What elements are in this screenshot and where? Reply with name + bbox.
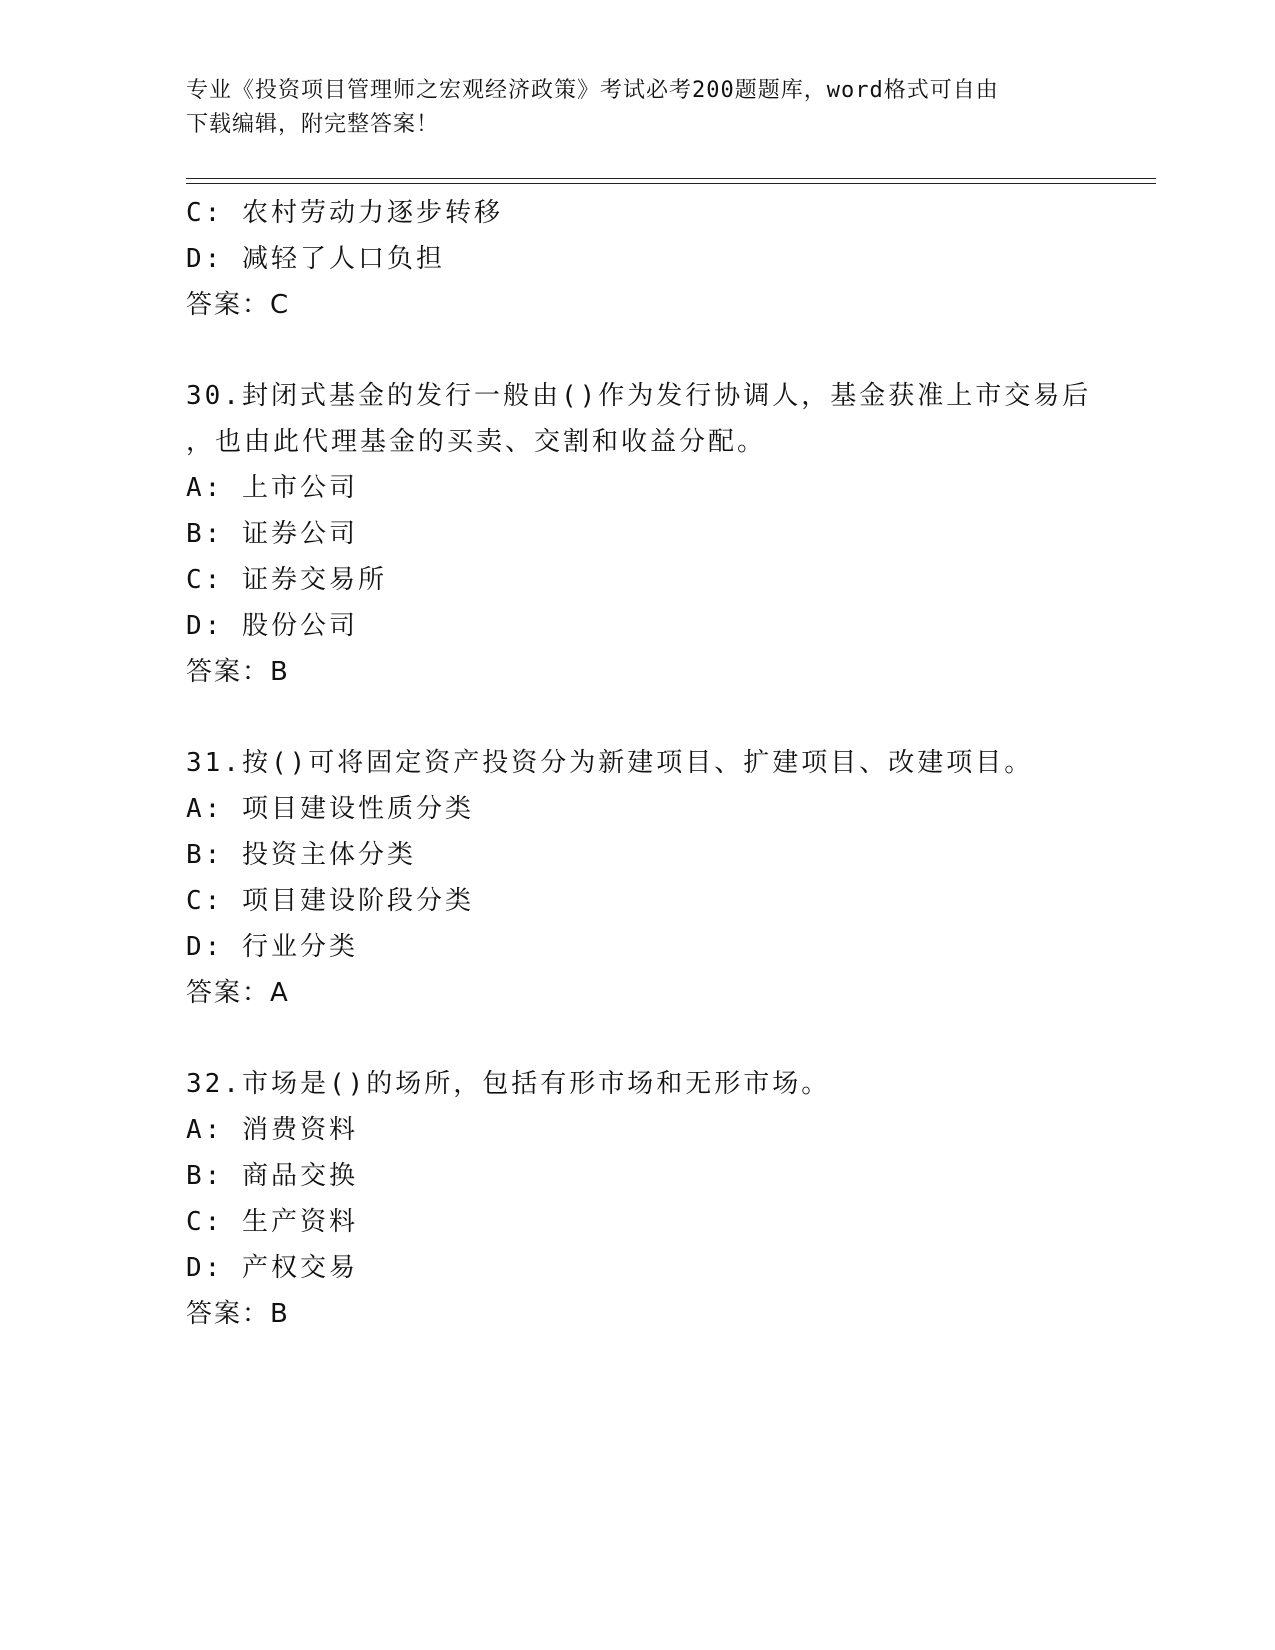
header-line-2: 下载编辑，附完整答案！: [186, 112, 440, 137]
answer-line: 答案：B: [186, 657, 290, 687]
answer-line: 答案：B: [186, 1299, 290, 1329]
question-text: 30.封闭式基金的发行一般由()作为发行协调人，基金获准上市交易后: [186, 381, 1092, 411]
spacer: [186, 328, 1156, 373]
option-a: A: 上市公司: [186, 473, 358, 503]
option-d: D: 行业分类: [186, 932, 358, 962]
header-line-1: 专业《投资项目管理师之宏观经济政策》考试必考200题题库，word格式可自由: [186, 78, 999, 103]
spacer: [186, 1016, 1156, 1061]
answer-line: 答案：C: [186, 290, 291, 320]
question-30: [186, 373, 1156, 695]
option-c: C: 证券交易所: [186, 565, 387, 595]
option-b: B: 证券公司: [186, 519, 358, 549]
question-text: 32.市场是()的场所，包括有形市场和无形市场。: [186, 1069, 831, 1099]
document-header: [186, 74, 1086, 142]
answer-line: 答案：A: [186, 978, 290, 1008]
option-d: D: 股份公司: [186, 611, 358, 641]
option-a: A: 项目建设性质分类: [186, 794, 474, 824]
option-a: A: 消费资料: [186, 1115, 358, 1145]
question-32: [186, 1061, 1156, 1337]
question-text: 31.按()可将固定资产投资分为新建项目、扩建项目、改建项目。: [186, 748, 1034, 778]
option-b: B: 投资主体分类: [186, 840, 416, 870]
option-c: C: 农村劳动力逐步转移: [186, 198, 503, 228]
option-d: D: 减轻了人口负担: [186, 244, 445, 274]
option-b: B: 商品交换: [186, 1161, 358, 1191]
question-text-continued: ，也由此代理基金的买卖、交割和收益分配。: [186, 427, 767, 457]
question-list: [186, 190, 1156, 1337]
spacer: [186, 695, 1156, 740]
question-31: [186, 740, 1156, 1016]
header-divider-top: [186, 178, 1156, 179]
question-29-fragment: [186, 190, 1156, 328]
option-d: D: 产权交易: [186, 1253, 358, 1283]
option-c: C: 生产资料: [186, 1207, 358, 1237]
header-divider-bottom: [186, 183, 1156, 184]
option-c: C: 项目建设阶段分类: [186, 886, 474, 916]
